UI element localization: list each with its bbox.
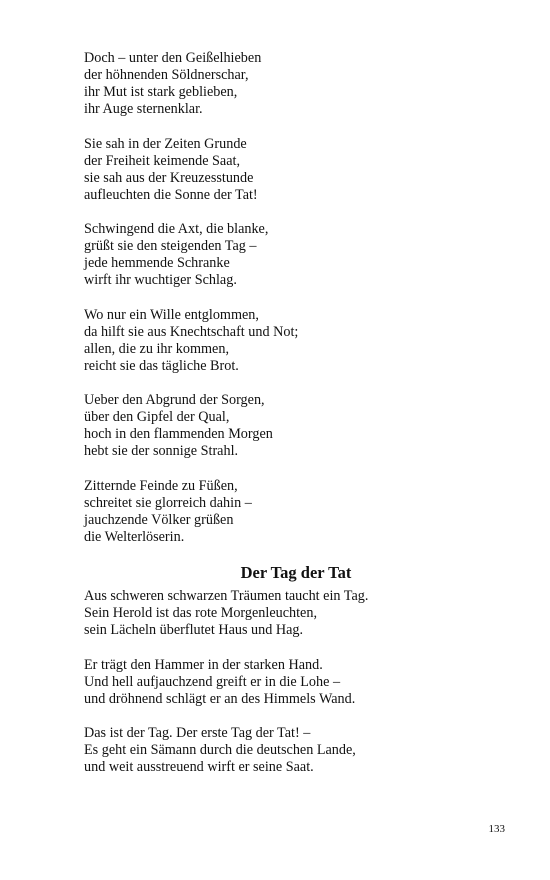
- stanza: [84, 136, 484, 204]
- verse-line: Das ist der Tag. Der erste Tag der Tat! –: [84, 725, 311, 741]
- stanza: [84, 50, 484, 118]
- page-body: [84, 50, 484, 794]
- verse-line: Er trägt den Hammer in der starken Hand.: [84, 656, 323, 673]
- verse-line: Es geht ein Sämann durch die deutschen Lande,: [84, 742, 356, 758]
- verse-line: Doch – unter den Geißelhieben: [84, 50, 262, 66]
- verse-line: da hilft sie aus Knechtschaft und Not;: [84, 323, 299, 340]
- stanza: [84, 725, 484, 776]
- verse-line: sie sah aus der Kreuzesstunde: [84, 169, 254, 186]
- verse-line: der Freiheit keimende Saat,: [84, 152, 241, 169]
- verse-line: Sein Herold ist das rote Morgenleuchten,: [84, 605, 317, 621]
- verse-line: hebt sie der sonnige Strahl.: [84, 443, 239, 459]
- verse-line: Sie sah in der Zeiten Grunde: [84, 135, 247, 152]
- verse-line: Schwingend die Axt, die blanke,: [84, 221, 269, 237]
- verse-line: ihr Mut ist stark geblieben,: [84, 84, 238, 100]
- verse-line: der höhnenden Söldnerschar,: [84, 67, 249, 83]
- stanza: [84, 657, 484, 708]
- verse-line: Aus schweren schwarzen Träumen taucht ein Tag.: [84, 588, 369, 604]
- verse-line: sein Lächeln überflutet Haus und Hag.: [84, 622, 304, 638]
- verse-line: jede hemmende Schranke: [84, 255, 230, 271]
- stanza: [84, 478, 484, 546]
- stanza: [84, 307, 484, 375]
- verse-line: Zitternde Feinde zu Füßen,: [84, 477, 238, 494]
- verse-line: Und hell aufjauchzend greift er in die Lohe –: [84, 673, 341, 690]
- page-number: 133: [488, 823, 505, 835]
- verse-line: reicht sie das tägliche Brot.: [84, 357, 239, 374]
- verse-line: und dröhnend schlägt er an des Himmels Wand.: [84, 690, 356, 707]
- verse-line: Ueber den Abgrund der Sorgen,: [84, 392, 265, 408]
- verse-line: ihr Auge sternenklar.: [84, 101, 203, 117]
- poem-title: Der Tag der Tat: [240, 563, 352, 582]
- verse-line: über den Gipfel der Qual,: [84, 409, 230, 425]
- verse-line: aufleuchten die Sonne der Tat!: [84, 186, 258, 203]
- poem-1: [84, 50, 484, 546]
- verse-line: wirft ihr wuchtiger Schlag.: [84, 272, 237, 288]
- poem-2: [84, 563, 484, 776]
- verse-line: Wo nur ein Wille entglommen,: [84, 306, 259, 323]
- verse-line: hoch in den flammenden Morgen: [84, 426, 273, 442]
- stanza: [84, 588, 484, 639]
- verse-line: jauchzende Völker grüßen: [84, 511, 234, 528]
- verse-line: schreitet sie glorreich dahin –: [84, 494, 252, 511]
- stanza: [84, 221, 484, 289]
- stanza: [84, 392, 484, 460]
- verse-line: grüßt sie den steigenden Tag –: [84, 238, 257, 254]
- verse-line: die Welterlöserin.: [84, 528, 185, 545]
- verse-line: und weit ausstreuend wirft er seine Saat.: [84, 759, 314, 775]
- verse-line: allen, die zu ihr kommen,: [84, 340, 229, 357]
